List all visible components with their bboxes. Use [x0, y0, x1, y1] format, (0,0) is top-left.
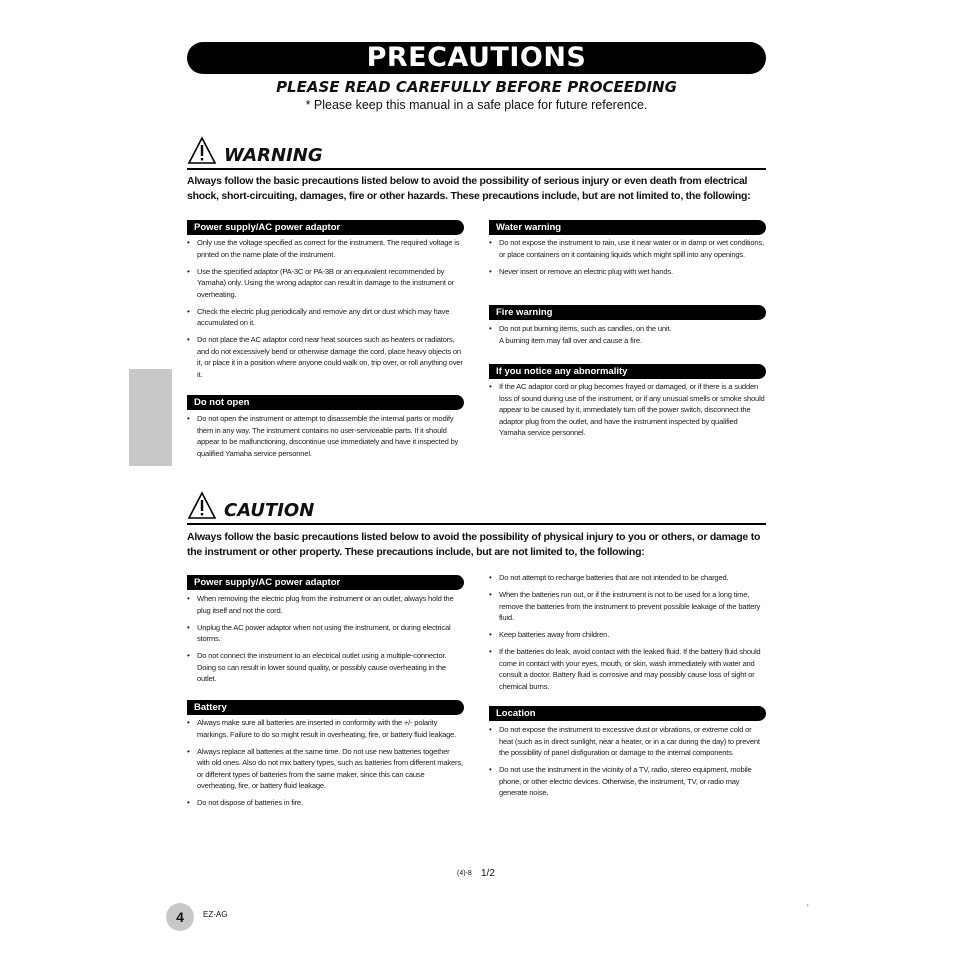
- list-item: • Keep batteries away from children.: [489, 629, 765, 641]
- fire-line-1: • Do not put burning items, such as candles, on the unit.: [499, 324, 672, 333]
- caution-intro: Always follow the basic precautions listed below to avoid the possibility of physical injury to you or others, or damage to the instrument or other property. These precautions include, but are not limited to, the following:: [187, 531, 761, 558]
- document-code: (4)-8: [457, 870, 472, 877]
- list-item: • Always replace all batteries at the same time. Do not use new batteries together with old ones. Also do not mix battery types, such as batteries from different makers, or different types of batteries from the same maker, since this can cause overheating, fire, or battery fluid leakage.: [187, 746, 463, 792]
- list-item: • Do not place the AC adaptor cord near heat sources such as heaters or radiators, and do not excessively bend or otherwise damage the cord, place heavy objects on it, or place it in a position where anyone could walk on, trip over, or roll anything over it.: [187, 334, 463, 380]
- list-item: • Do not attempt to recharge batteries that are not intended to be charged.: [489, 572, 765, 584]
- warning-intro: Always follow the basic precautions listed below to avoid the possibility of serious injury or even death from electrical shock, short-circuiting, damages, fire or other hazards. These precautions include, but are not limited to, the following:: [187, 175, 751, 202]
- warning-power-title: Power supply/AC power adaptor: [187, 220, 464, 235]
- corner-mark: ²: [807, 903, 809, 908]
- abnormality-list: [489, 381, 765, 444]
- list-item: [489, 323, 765, 346]
- list-item: • When removing the electric plug from the instrument or an outlet, always hold the plug itself and not the cord.: [187, 593, 463, 616]
- list-item: • Do not connect the instrument to an electrical outlet using a multiple-connector. Doing so can result in lower sound quality, or possibly cause overheating in the outlet.: [187, 650, 463, 685]
- list-item: • Unplug the AC power adaptor when not using the instrument, or during electrical storms.: [187, 622, 463, 645]
- side-tab: [129, 369, 172, 466]
- battery-list: [187, 717, 463, 814]
- list-item: • Check the electric plug periodically and remove any dirt or dust which may have accumulated on it.: [187, 306, 463, 329]
- location-list: [489, 724, 765, 804]
- warning-power-list: [187, 237, 463, 386]
- water-warning-list: [489, 237, 765, 283]
- list-item: • Do not expose the instrument to rain, use it near water or in damp or wet conditions, or place containers on it containing liquids which might spill into any openings.: [489, 237, 765, 260]
- page-number: 4: [166, 903, 194, 931]
- fire-warning-list: [489, 323, 765, 352]
- do-not-open-title: Do not open: [187, 395, 464, 410]
- list-item: • When the batteries run out, or if the instrument is not to be used for a long time, remove the batteries from the instrument to prevent possible leakage of the battery fluid.: [489, 589, 765, 624]
- list-item: • Do not use the instrument in the vicinity of a TV, radio, stereo equipment, mobile phone, or other electric devices. Otherwise, the instrument, TV, or radio may generate noise.: [489, 764, 765, 799]
- abnormality-title: If you notice any abnormality: [489, 364, 766, 379]
- list-item: • Do not dispose of batteries in fire.: [187, 797, 463, 809]
- fire-warning-title: Fire warning: [489, 305, 766, 320]
- model-name: EZ-AG: [203, 910, 228, 919]
- location-title: Location: [489, 706, 766, 721]
- caution-triangle-icon: [187, 491, 217, 521]
- do-not-open-list: [187, 413, 463, 465]
- list-item: • Only use the voltage specified as correct for the instrument. The required voltage is printed on the name plate of the instrument.: [187, 237, 463, 260]
- list-item: • Never insert or remove an electric plug with wet hands.: [489, 266, 765, 278]
- keep-manual-note: * Please keep this manual in a safe place for future reference.: [305, 98, 648, 112]
- list-item: • Always make sure all batteries are inserted in conformity with the +/- polarity markings. Failure to do so might result in overheating, fire, or battery fluid leakage.: [187, 717, 463, 740]
- list-item: • Do not expose the instrument to excessive dust or vibrations, or extreme cold or heat (such as in direct sunlight, near a heater, or in a car during the day) to prevent the possibility of panel disfiguration or damage to the internal components.: [489, 724, 765, 759]
- caution-power-list: [187, 593, 463, 690]
- fire-line-2: A burning item may fall over and cause a fire.: [499, 335, 642, 345]
- list-item: • Use the specified adaptor (PA-3C or PA-3B or an equivalent recommended by Yamaha) only. Using the wrong adaptor can result in damage to the instrument or overheating.: [187, 266, 463, 301]
- water-warning-title: Water warning: [489, 220, 766, 235]
- page-subtitle: PLEASE READ CAREFULLY BEFORE PROCEEDING: [276, 78, 677, 96]
- list-item: • Do not open the instrument or attempt to disassemble the internal parts or modify them in any way. The instrument contains no user-serviceable parts. If it should appear to be malfunctioning, discontinue use immediately and have it inspected by qualified Yamaha service personnel.: [187, 413, 463, 459]
- warning-triangle-icon: [187, 136, 217, 166]
- caution-heading: [187, 491, 766, 525]
- page-title: PRECAUTIONS: [187, 42, 766, 74]
- list-item: • If the AC adaptor cord or plug becomes frayed or damaged, or if there is a sudden loss of sound during use of the instrument, or if any unusual smells or smoke should appear to be caused by it, immediately turn off the power switch, disconnect the adaptor plug from the outlet, and have the instrument inspected by qualified Yamaha service personnel.: [489, 381, 765, 439]
- caution-power-title: Power supply/AC power adaptor: [187, 575, 464, 590]
- caution-heading-text: CAUTION: [224, 500, 315, 521]
- page-fraction: 1/2: [481, 868, 495, 879]
- battery-continued-list: [489, 572, 765, 698]
- warning-heading: [187, 136, 766, 170]
- battery-title: Battery: [187, 700, 464, 715]
- list-item: • If the batteries do leak, avoid contact with the leaked fluid. If the battery fluid should come in contact with your eyes, mouth, or skin, wash immediately with water and consult a doctor. Battery fluid is corrosive and may possibly cause loss of sight or chemical burns.: [489, 646, 765, 692]
- warning-heading-text: WARNING: [224, 145, 323, 166]
